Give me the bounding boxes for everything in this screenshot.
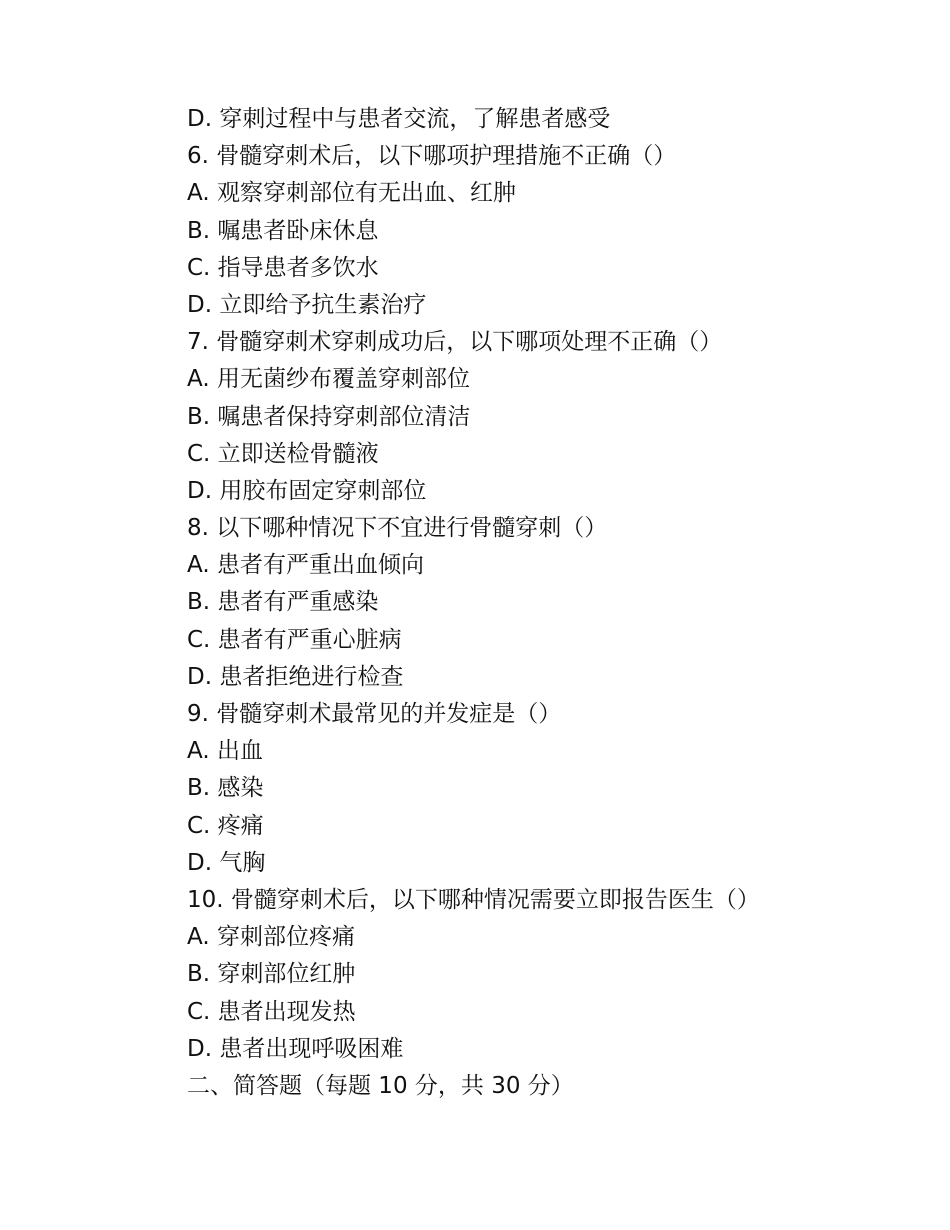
option-6a: A. 观察穿刺部位有无出血、红肿 (187, 180, 516, 207)
section-heading-short-answer: 二、简答题（每题 10 分，共 30 分） (187, 1072, 574, 1099)
option-10b: B. 穿刺部位红肿 (187, 961, 356, 988)
option-6d: D. 立即给予抗生素治疗 (187, 291, 427, 318)
option-6c: C. 指导患者多饮水 (187, 254, 379, 281)
option-8a: A. 患者有严重出血倾向 (187, 552, 424, 579)
option-8c: C. 患者有严重心脏病 (187, 626, 402, 653)
option-7a: A. 用无菌纱布覆盖穿刺部位 (187, 366, 470, 393)
option-10d: D. 患者出现呼吸困难 (187, 1035, 404, 1062)
option-7c: C. 立即送检骨髓液 (187, 440, 379, 467)
option-5d: D. 穿刺过程中与患者交流，了解患者感受 (187, 106, 611, 132)
option-9d: D. 气胸 (187, 849, 266, 876)
option-10c: C. 患者出现发热 (187, 998, 356, 1025)
option-9c: C. 疼痛 (187, 812, 264, 839)
question-8: 8. 以下哪种情况下不宜进行骨髓穿刺（） (187, 515, 608, 542)
question-7: 7. 骨髓穿刺术穿刺成功后，以下哪项处理不正确（） (187, 329, 723, 356)
question-9: 9. 骨髓穿刺术最常见的并发症是（） (187, 701, 562, 727)
option-7b: B. 嘱患者保持穿刺部位清洁 (187, 403, 471, 430)
option-8d: D. 患者拒绝进行检查 (187, 663, 404, 690)
document-body (187, 101, 887, 1105)
option-6b: B. 嘱患者卧床休息 (187, 217, 379, 244)
option-10a: A. 穿刺部位疼痛 (187, 924, 355, 951)
question-10: 10. 骨髓穿刺术后，以下哪种情况需要立即报告医生（） (187, 886, 760, 913)
option-9b: B. 感染 (187, 775, 264, 802)
option-8b: B. 患者有严重感染 (187, 589, 379, 616)
question-6: 6. 骨髓穿刺术后，以下哪项护理措施不正确（） (187, 143, 677, 170)
option-7d: D. 用胶布固定穿刺部位 (187, 477, 427, 504)
option-9a: A. 出血 (187, 738, 263, 765)
